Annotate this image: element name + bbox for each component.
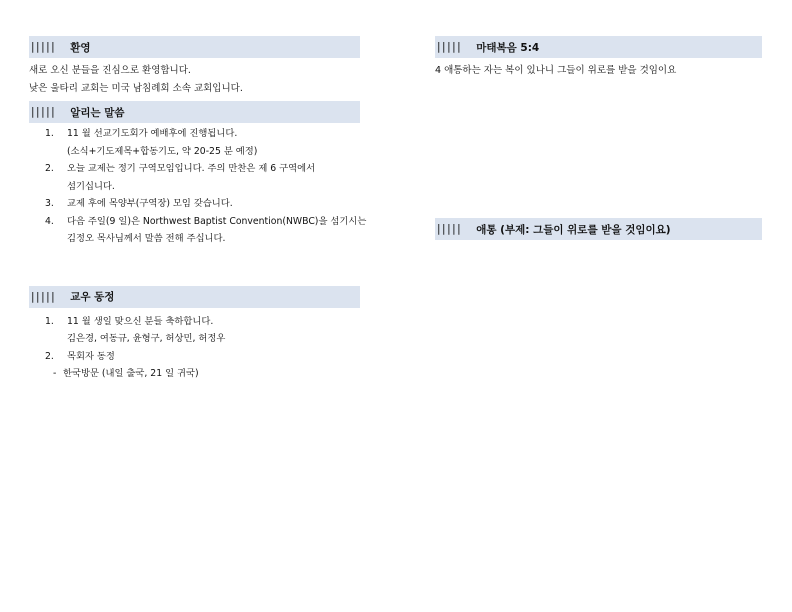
welcome-line: 새로 오신 분들을 진심으로 환영합니다.: [29, 65, 191, 76]
list-item: [29, 230, 360, 248]
list-item: [29, 160, 360, 178]
welcome-title: 환영: [70, 41, 91, 54]
list-item: [29, 125, 360, 143]
item-text: 오늘 교제는 정기 구역모임입니다. 주의 만찬은 제 6 구역에서: [67, 163, 316, 174]
list-item: [29, 330, 360, 348]
header-bars: |||||: [437, 223, 463, 235]
item-number: 1.: [45, 128, 54, 139]
header-bars: |||||: [31, 41, 57, 53]
welcome-text: [29, 62, 360, 98]
list-item: [29, 195, 360, 213]
dash-item: [29, 365, 360, 383]
item-number: 2.: [45, 163, 54, 174]
header-bars: |||||: [437, 41, 463, 53]
item-number: 1.: [45, 315, 54, 327]
item-number: 2.: [45, 350, 54, 362]
scripture-verse: 4 애통하는 자는 복이 있나니 그들이 위로를 받을 것임이요: [435, 65, 677, 76]
dash-mark: -: [53, 368, 57, 379]
scripture-title: 마태복음 5:4: [476, 41, 540, 54]
item-text: 섬기십니다.: [67, 180, 115, 192]
item-text: 김정오 목사님께서 말씀 전해 주십니다.: [67, 233, 226, 244]
list-item: [29, 178, 360, 196]
announcements-list: [29, 125, 367, 248]
list-item: [29, 143, 360, 161]
header-bars: |||||: [31, 106, 57, 118]
item-number: 4.: [45, 215, 54, 227]
left-column: [29, 36, 367, 383]
list-item: [29, 348, 360, 366]
scripture-text: [435, 62, 762, 80]
header-bars: |||||: [31, 290, 57, 303]
right-column: [435, 36, 762, 240]
announcements-header: [29, 101, 360, 123]
item-number: 3.: [45, 198, 54, 209]
item-text: 다음 주일(9 일)은 Northwest Baptist Convention(NWBC)을 섬기시는: [67, 215, 367, 227]
item-text: 11 월 생일 맞으신 분들 축하합니다.: [67, 315, 214, 327]
item-text: (소식+기도제목+합동기도, 약 20-25 분 예정): [67, 145, 258, 157]
members-header: [29, 286, 360, 308]
members-list: [29, 313, 360, 366]
list-item: [29, 213, 367, 231]
members-title: 교우 동정: [70, 291, 115, 303]
sermon-title: 애통 (부제: 그들이 위로를 받을 것임이요): [476, 223, 671, 236]
announcements-title: 알리는 말씀: [70, 106, 125, 119]
item-text: 김은경, 여동규, 윤형구, 허상민, 허정우: [67, 333, 226, 344]
sermon-header: [435, 218, 762, 240]
item-text: 교제 후에 목양부(구역장) 모임 갖습니다.: [67, 198, 233, 209]
item-text: 11 월 선교기도회가 예배후에 진행됩니다.: [67, 128, 238, 139]
item-text: 목회자 동정: [67, 350, 115, 362]
dash-text: 한국방문 (내일 출국, 21 일 귀국): [63, 368, 199, 379]
list-item: [29, 313, 360, 331]
scripture-header: [435, 36, 762, 58]
welcome-line: 낮은 울타리 교회는 미국 남침례회 소속 교회입니다.: [29, 83, 243, 94]
welcome-header: [29, 36, 360, 58]
